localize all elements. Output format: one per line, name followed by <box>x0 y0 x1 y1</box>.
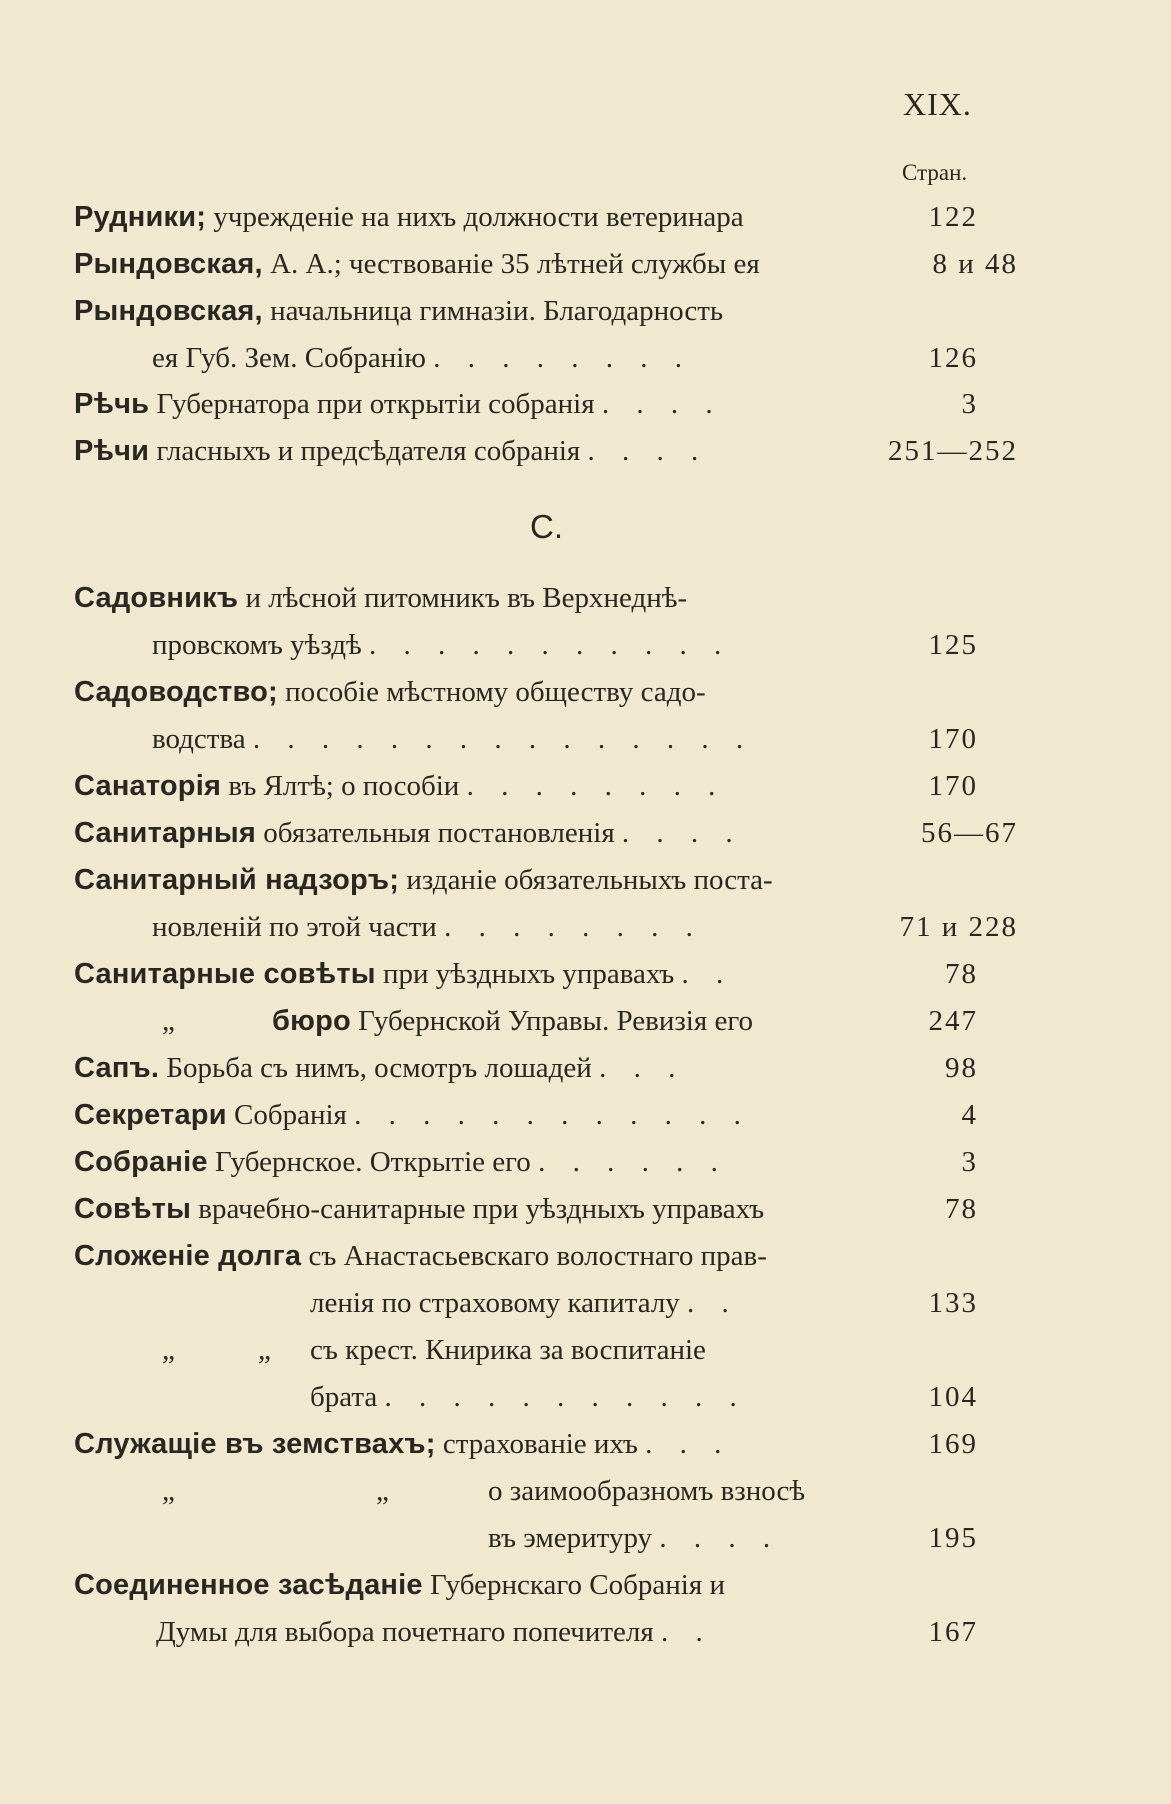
entry-page-reference: 3 <box>961 1146 978 1178</box>
entry-keyword: Садовникъ <box>74 582 239 614</box>
entry-text: при уѣздныхъ управахъ <box>382 958 675 990</box>
entry-page-reference: 126 <box>928 342 978 374</box>
leader-dots: . . . . . . . . . . . <box>384 1381 747 1413</box>
index-entry-line <box>488 1470 805 1512</box>
leader-dots: . . . . . . . . . . . <box>369 629 732 661</box>
page-number: XIX. <box>903 86 972 122</box>
index-entry-line <box>74 1188 764 1230</box>
entry-text: А. А.; чествованіе 35 лѣтней службы ея <box>270 248 760 280</box>
index-entry-line <box>152 624 731 666</box>
entry-keyword: Санитарныя <box>74 817 257 849</box>
index-entry-line <box>74 1423 731 1465</box>
index-entry-line <box>74 290 723 332</box>
index-entry-line <box>74 243 760 285</box>
page-column-label: Стран. <box>902 160 968 185</box>
entry-page-reference: 125 <box>928 629 978 661</box>
entry-page-reference: 78 <box>945 1193 978 1225</box>
entry-keyword: Соединенное засѣданіе <box>74 1569 423 1601</box>
entry-page-reference: 251—252 <box>888 435 1018 467</box>
entry-text: учрежденіе на нихъ должности ветеринара <box>213 201 744 233</box>
entry-page-reference: 104 <box>928 1381 978 1413</box>
entry-text: водства <box>152 723 246 755</box>
entry-page-reference: 8 и 48 <box>932 248 1018 280</box>
entry-page-reference: 71 и 228 <box>899 911 1018 943</box>
section-letter: С. <box>530 508 563 545</box>
entry-keyword: Рындовская, <box>74 248 263 280</box>
entry-text: Думы для выбора почетнаго попечителя <box>156 1616 654 1648</box>
entry-keyword: Санитарный надзоръ; <box>74 864 400 896</box>
index-entry-line <box>152 337 692 379</box>
leader-dots: . . . . <box>587 435 709 467</box>
index-entry-line <box>74 430 708 472</box>
index-entry-line <box>488 1517 780 1559</box>
index-entry-line <box>152 718 753 760</box>
entry-text: новленій по этой части <box>152 911 437 943</box>
index-entry-line <box>74 383 723 425</box>
index-entry-line <box>74 196 744 238</box>
ditto-mark: „ <box>162 1475 175 1507</box>
entry-keyword: Рындовская, <box>74 295 263 327</box>
index-entry-line <box>74 1094 751 1136</box>
index-entry-line <box>74 671 706 713</box>
entry-keyword: Сложеніе долга <box>74 1240 302 1272</box>
ditto-mark: „ <box>258 1334 271 1366</box>
entry-text: брата <box>310 1381 378 1413</box>
index-entry-line <box>74 812 743 854</box>
entry-text: гласныхъ и предсѣдателя собранія <box>156 435 581 467</box>
ditto-mark: „ <box>376 1475 389 1507</box>
entry-keyword: Сапъ. <box>74 1052 160 1084</box>
leader-dots: . . . <box>599 1052 686 1084</box>
entry-keyword: Санаторія <box>74 770 222 802</box>
entry-text: обязательныя постановленія <box>263 817 615 849</box>
entry-page-reference: 170 <box>928 723 978 755</box>
entry-text: и лѣсной питомникъ въ Верхнеднѣ- <box>245 582 688 614</box>
entry-page-reference: 3 <box>961 388 978 420</box>
index-entry-line <box>152 906 703 948</box>
leader-dots: . . <box>660 1616 713 1648</box>
index-entry-line <box>156 1611 713 1653</box>
entry-text: Губернское. Открытіе его <box>214 1146 531 1178</box>
entry-text: ея Губ. Зем. Собранію <box>152 342 426 374</box>
entry-keyword: Рудники; <box>74 201 207 233</box>
entry-keyword: Собраніе <box>74 1146 208 1178</box>
index-entry-line <box>74 953 733 995</box>
leader-dots: . . <box>687 1287 739 1319</box>
entry-page-reference: 169 <box>928 1428 978 1460</box>
entry-keyword: бюро <box>272 1005 351 1037</box>
entry-text: Губернатора при открытіи собранія <box>156 388 595 420</box>
entry-text: пособіе мѣстному обществу садо- <box>285 676 706 708</box>
entry-text: съ Анастасьевскаго волостнаго прав- <box>308 1240 767 1272</box>
entry-text: Собранія <box>233 1099 347 1131</box>
entry-page-reference: 98 <box>945 1052 978 1084</box>
entry-keyword: Садоводство; <box>74 676 278 708</box>
index-entry-line <box>74 1141 728 1183</box>
entry-page-reference: 167 <box>928 1616 978 1648</box>
entry-text: страхованіе ихъ <box>442 1428 638 1460</box>
leader-dots: . . . . . . . . <box>466 770 726 802</box>
entry-text: въ Ялтѣ; о пособіи <box>228 770 460 802</box>
ditto-mark: „ <box>162 1334 175 1366</box>
entry-text: изданіе обязательныхъ поста- <box>406 864 773 896</box>
entry-text: провскомъ уѣздѣ <box>152 629 362 661</box>
entry-text: врачебно-санитарные при уѣздныхъ управахъ <box>198 1193 765 1225</box>
entry-keyword: Совѣты <box>74 1193 192 1225</box>
entry-keyword: Секретари <box>74 1099 227 1131</box>
entry-page-reference: 195 <box>928 1522 978 1554</box>
index-entry-line <box>74 765 725 807</box>
index-entry-line <box>74 1047 685 1089</box>
index-entry-line <box>310 1329 706 1371</box>
entry-keyword: Санитарные совѣты <box>74 958 376 990</box>
entry-text: съ крест. Книрика за воспитаніе <box>310 1334 706 1366</box>
index-entry-line <box>74 1564 725 1606</box>
leader-dots: . . . . . . . . . . . . <box>354 1099 751 1131</box>
entry-keyword: Рѣчи <box>74 435 150 467</box>
leader-dots: . . . . . . . . . . . . . . . <box>252 723 754 755</box>
entry-page-reference: 133 <box>928 1287 978 1319</box>
leader-dots: . . <box>681 958 734 990</box>
entry-text: Губернской Управы. Ревизія его <box>358 1005 753 1037</box>
leader-dots: . . . . . . . . <box>444 911 703 943</box>
entry-page-reference: 78 <box>945 958 978 990</box>
index-entry-line <box>74 859 773 901</box>
entry-text: о заимообразномъ взносѣ <box>488 1475 806 1507</box>
entry-text: Губернскаго Собранія и <box>429 1569 725 1601</box>
ditto-mark: „ <box>162 1005 175 1037</box>
index-entry-line <box>74 1235 767 1277</box>
entry-text: ленія по страховому капиталу <box>310 1287 680 1319</box>
entry-keyword: Рѣчь <box>74 388 150 420</box>
entry-text: начальница гимназіи. Благодарность <box>270 295 724 327</box>
entry-keyword: Служащіе въ земствахъ; <box>74 1428 436 1460</box>
leader-dots: . . . . . . <box>538 1146 728 1178</box>
index-entry-line <box>310 1376 747 1418</box>
entry-page-reference: 170 <box>928 770 978 802</box>
index-entry-line <box>272 1000 753 1042</box>
leader-dots: . . . . <box>659 1522 781 1554</box>
entry-page-reference: 122 <box>928 201 978 233</box>
index-entry-line <box>310 1282 739 1324</box>
entry-page-reference: 247 <box>928 1005 978 1037</box>
entry-text: въ эмеритуру <box>488 1522 653 1554</box>
leader-dots: . . . . . . . . <box>433 342 692 374</box>
leader-dots: . . . <box>645 1428 732 1460</box>
entry-text: Борьба съ нимъ, осмотръ лошадей <box>166 1052 592 1084</box>
index-entry-line <box>74 577 687 619</box>
leader-dots: . . . . <box>621 817 743 849</box>
entry-page-reference: 56—67 <box>921 817 1018 849</box>
entry-page-reference: 4 <box>961 1099 978 1131</box>
leader-dots: . . . . <box>601 388 723 420</box>
